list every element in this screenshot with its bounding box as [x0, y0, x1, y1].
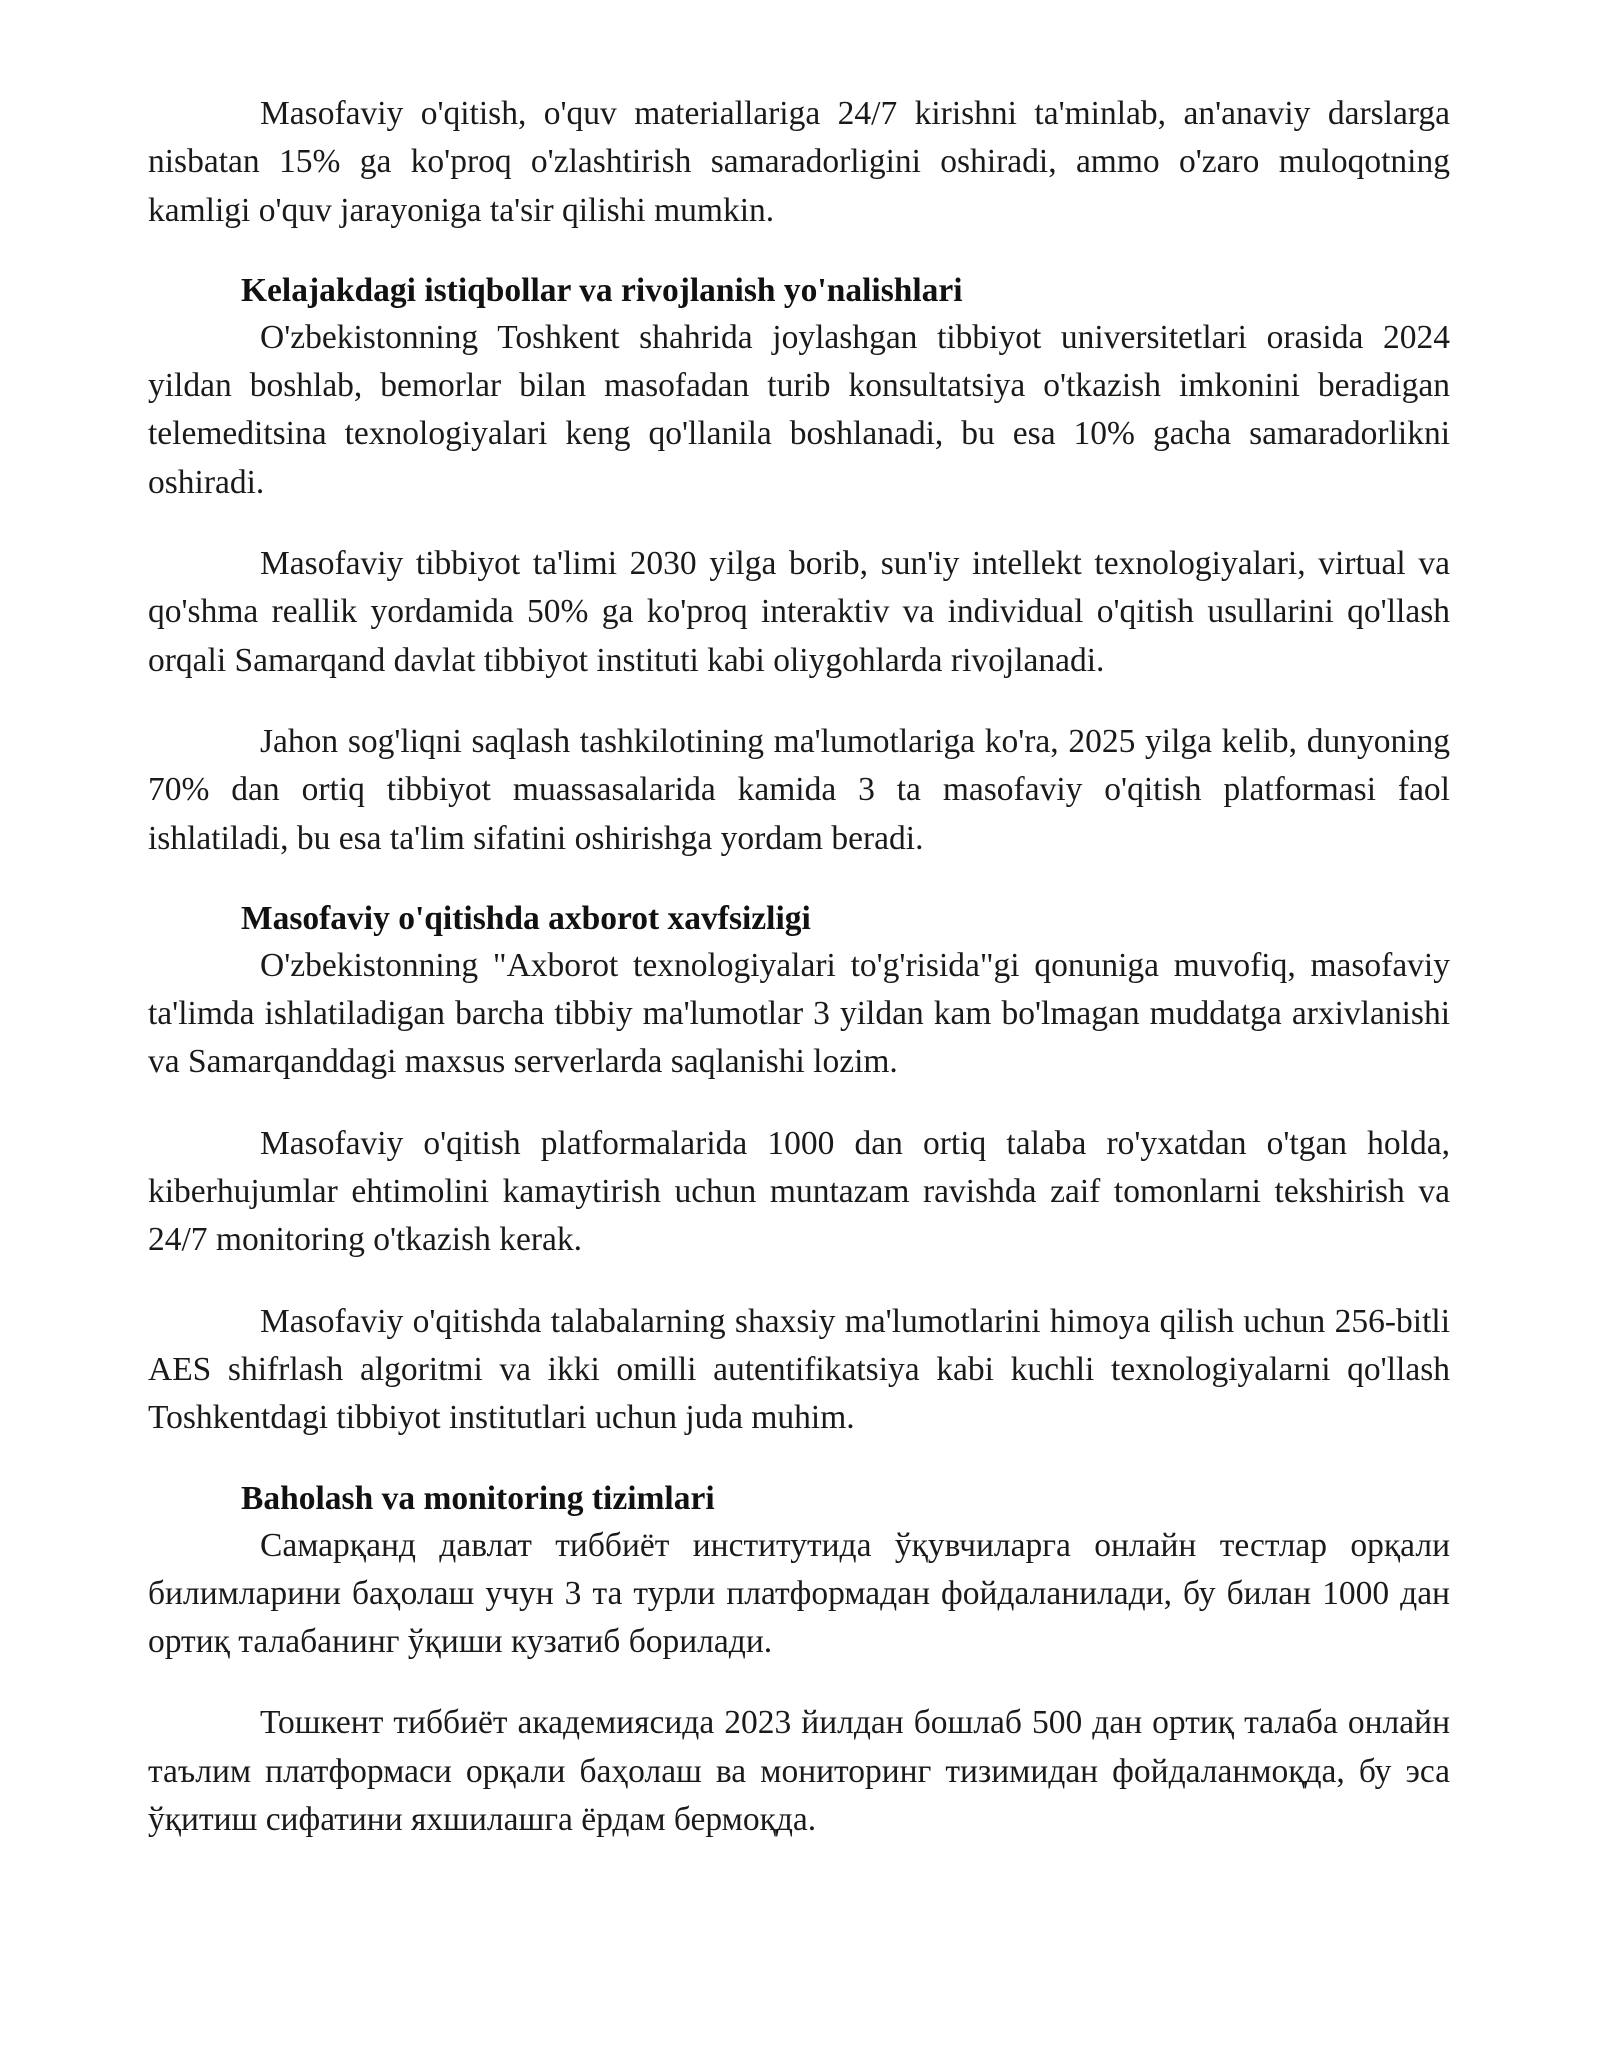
document-body	[148, 90, 1450, 1877]
paragraph: Masofaviy o'qitish platformalarida 1000 dan ortiq talaba ro'yxatdan o'tgan holda, kiberhujumlar ehtimolini kamaytirish uchun muntazam ravishda zaif tomonlarni tekshirish va 24/7 monitoring o'tkazish kerak.	[148, 1124, 1450, 1259]
paragraph: Masofaviy o'qitishda talabalarning shaxsiy ma'lumotlarini himoya qilish uchun 256-bitli AES shifrlash algoritmi va ikki omilli autentifikatsiya kabi kuchli texnologiyalarni qo'llash Toshkentdagi tibbiyot institutlari uchun juda muhim.	[148, 1302, 1450, 1437]
section-heading: Kelajakdagi istiqbollar va rivojlanish yo'nalishlari	[241, 271, 963, 309]
section-heading: Masofaviy o'qitishda axborot xavfsizligi	[241, 899, 811, 937]
paragraph: Masofaviy tibbiyot ta'limi 2030 yilga borib, sun'iy intellekt texnologiyalari, virtual va qo'shma reallik yordamida 50% ga ko'proq interaktiv va individual o'qitish usullarini qo'llash orqali Samarqand davlat tibbiyot instituti kabi oliygohlarda rivojlanadi.	[148, 545, 1450, 679]
paragraph: Masofaviy o'qitish, o'quv materiallariga 24/7 kirishni ta'minlab, an'anaviy darslarga nisbatan 15% ga ko'proq o'zlashtirish samaradorligini oshiradi, ammo o'zaro muloqotning kamligi o'quv jarayoniga ta'sir qilishi mumkin.	[148, 95, 1450, 229]
paragraph: Самарқанд давлат тиббиёт институтида ўқувчиларга онлайн тестлар орқали билимларини баҳолаш учун 3 та турли платформадан фойдаланилади, бу билан 1000 дан ортиқ талабанинг ўқиши кузатиб борилади.	[148, 1526, 1450, 1661]
section-heading: Baholash va monitoring tizimlari	[241, 1479, 715, 1517]
paragraph: O'zbekistonning "Axborot texnologiyalari to'g'risida"gi qonuniga muvofiq, masofaviy ta'limda ishlatiladigan barcha tibbiy ma'lumotlar 3 yildan kam bo'lmagan muddatga arxivlanishi va Samarqanddagi maxsus serverlarda saqlanishi lozim.	[148, 946, 1450, 1081]
paragraph: Тошкент тиббиёт академиясида 2023 йилдан бошлаб 500 дан ортиқ талаба онлайн таълим платформаси орқали баҳолаш ва мониторинг тизимидан фойдаланмоқда, бу эса ўқитиш сифатини яхшилашга ёрдам бермоқда.	[148, 1704, 1450, 1839]
paragraph: Jahon sog'liqni saqlash tashkilotining ma'lumotlariga ko'ra, 2025 yilga kelib, dunyoning 70% dan ortiq tibbiyot muassasalarida kamida 3 ta masofaviy o'qitish platformasi faol ishlatiladi, bu esa ta'lim sifatini oshirishga yordam beradi.	[148, 722, 1450, 857]
paragraph: O'zbekistonning Toshkent shahrida joylashgan tibbiyot universitetlari orasida 2024 yildan boshlab, bemorlar bilan masofadan turib konsultatsiya o'tkazish imkonini beradigan telemeditsina texnologiyalari keng qo'llanila boshlanadi, bu esa 10% gacha samaradorlikni oshiradi.	[148, 318, 1450, 501]
